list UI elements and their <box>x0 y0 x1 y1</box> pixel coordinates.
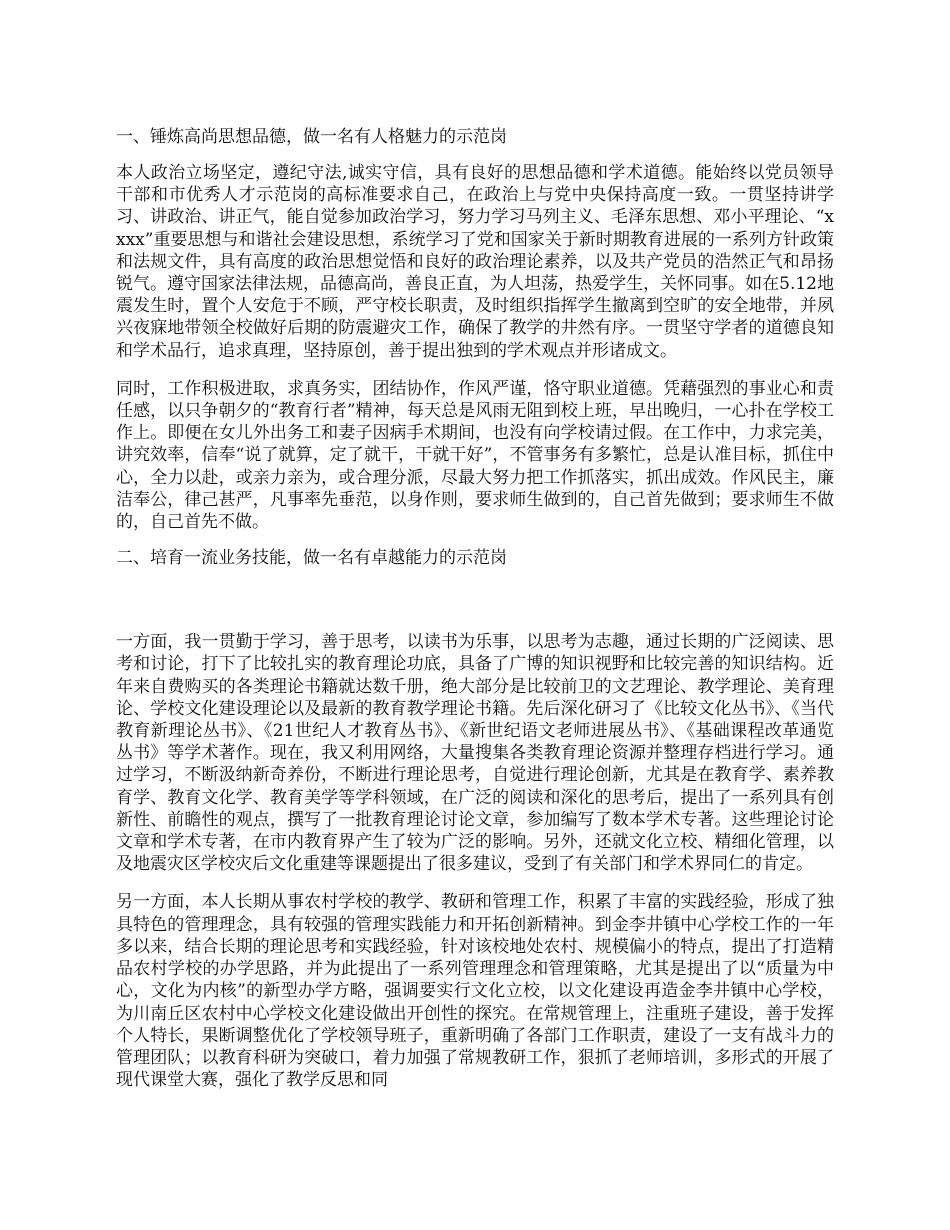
paragraph-1: 本人政治立场坚定，遵纪守法,诚实守信，具有良好的思想品德和学术道德。能始终以党员领导干部和市优秀人才示范岗的高标准要求自己，在政治上与党中央保持高度一致。一贯坚持讲学习、讲政治、讲正气，能自觉参加政治学习，努力学习马列主义、毛泽东思想、邓小平理论、“xxxx”重要思想与和谐社会建设思想，系统学习了党和国家关于新时期教育进展的一系列方针政策和法规文件，具有高度的政治思想觉悟和良好的政治理论素养，以及共产党员的浩然正气和昂扬锐气。遵守国家法律法规，品德高尚，善良正直，为人坦荡，热爱学生，关怀同事。如在5.12地震发生时，置个人安危于不顾，严守校长职责，及时组织指挥学生撤离到空旷的安全地带，并夙兴夜寐地带领全校做好后期的防震避灾工作，确保了教学的井然有序。一贯坚守学者的道德良知和学术品行，追求真理，坚持原创，善于提出独到的学术观点并形诸成文。 <box>116 163 834 361</box>
section-heading-2: 二、培育一流业务技能，做一名有卓越能力的示范岗 <box>116 548 507 569</box>
section-heading-1: 一、锤炼高尚思想品德，做一名有人格魅力的示范岗 <box>116 127 507 147</box>
document-page <box>116 126 834 1091</box>
paragraph-3: 一方面，我一贯勤于学习，善于思考，以读书为乐事，以思考为志趣，通过长期的广泛阅读、思考和讨论，打下了比较扎实的教育理论功底，具备了广博的知识视野和比较完善的知识结构。近年来自费购买的各类理论书籍就达数千册，绝大部分是比较前卫的文艺理论、教学理论、美育理论、学校文化建设理论以及最新的教育教学理论书籍。先后深化研习了《比较文化丛书》、《当代教育新理论丛书》、《21世纪人才教育丛书》、《新世纪语文老师进展丛书》、《基础课程改革通览丛书》等学术著作。现在，我又利用网络，大量搜集各类教育理论资源并整理存档进行学习。通过学习，不断汲纳新奇养份，不断进行理论思考，自觉进行理论创新，尤其是在教育学、素养教育学、教育文化学、教育美学等学科领域，在广泛的阅读和深化的思考后，提出了一系列具有创新性、前瞻性的观点，撰写了一批教育理论讨论文章，参加编写了数本学术专著。这些理论讨论文章和学术专著，在市内教育界产生了较为广泛的影响。另外，还就文化立校、精细化管理，以及地震灾区学校灾后文化重建等课题提出了很多建议，受到了有关部门和学术界同仁的肯定。 <box>116 632 834 875</box>
paragraph-4: 另一方面，本人长期从事农村学校的教学、教研和管理工作，积累了丰富的实践经验，形成了独具特色的管理理念，具有较强的管理实践能力和开拓创新精神。到金李井镇中心学校工作的一年多以来，结合长期的理论思考和实践经验，针对该校地处农村、规模偏小的特点，提出了打造精品农村学校的办学思路，并为此提出了一系列管理理念和管理策略，尤其是提出了以“质量为中心，文化为内核”的新型办学方略，强调要实行文化立校，以文化建设再造金李井镇中心学校，为川南丘区农村中心学校文化建设做出开创性的探究。在常规管理上，注重班子建设，善于发挥个人特长，果断调整优化了学校领导班子，重新明确了各部门工作职责，建设了一支有战斗力的管理团队；以教育科研为突破口，着力加强了常规教研工作，狠抓了老师培训，多形式的开展了现代课堂大赛，强化了教学反思和同 <box>116 892 834 1091</box>
paragraph-2: 同时，工作积极进取，求真务实，团结协作，作风严谨，恪守职业道德。凭藉强烈的事业心和责任感，以只争朝夕的“教育行者”精神，每天总是风雨无阻到校上班，早出晚归，一心扑在学校工作上。即便在女儿外出务工和妻子因病手术期间，也没有向学校请过假。在工作中，力求完美，讲究效率，信奉“说了就算，定了就干，干就干好”，不管事务有多繁忙，总是认准目标，抓住中心，全力以赴，或亲力亲为，或合理分派，尽最大努力把工作抓落实，抓出成效。作风民主，廉洁奉公，律己甚严，凡事率先垂范，以身作则，要求师生做到的，自己首先做到；要求师生不做的，自己首先不做。 <box>116 378 834 533</box>
